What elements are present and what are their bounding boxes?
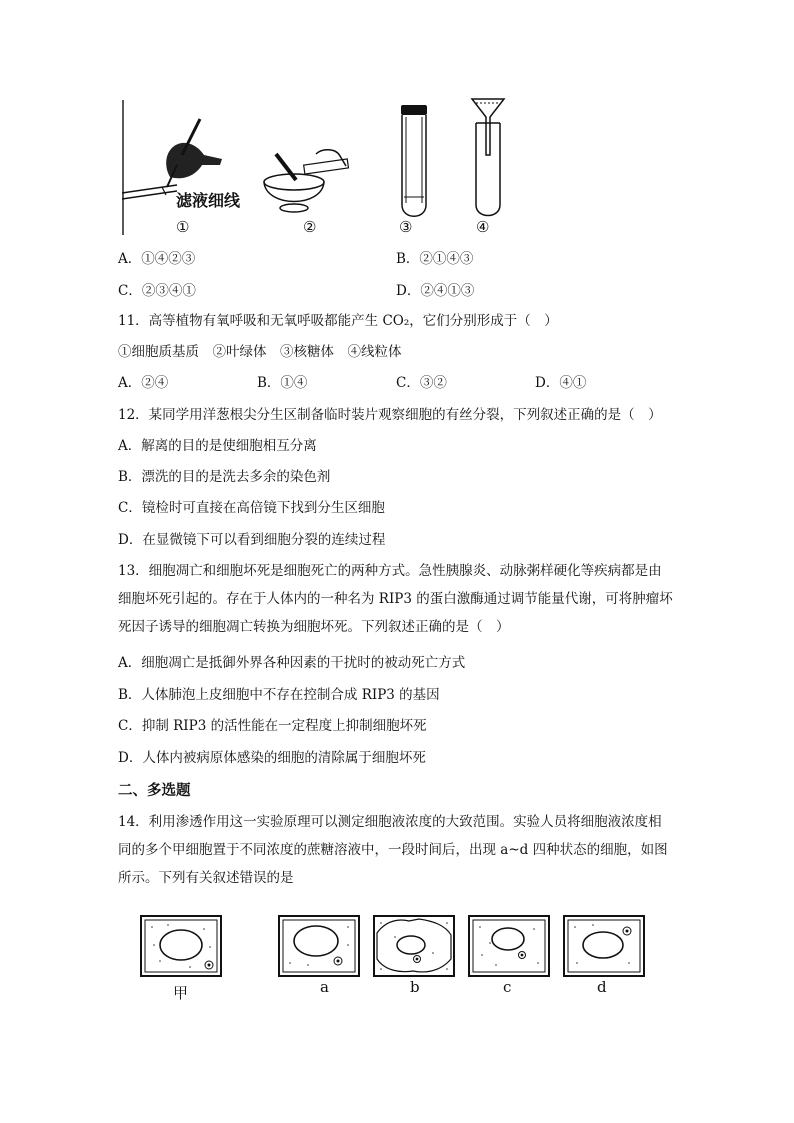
cell-label-d: d [597,978,607,996]
q12-stem: 12．某同学用洋葱根尖分生区制备临时装片观察细胞的有丝分裂，下列叙述正确的是（ ） [118,407,662,423]
figure-label-4: ④ [476,218,490,236]
cell-d [563,915,645,977]
cell-c [468,915,550,977]
q11-items: ①细胞质基质 ②叶绿体 ③核糖体 ④线粒体 [118,344,402,360]
cell-label-c: c [503,978,512,996]
figure-label-3: ③ [399,218,413,236]
section-title: 二、多选题 [118,783,191,799]
cell-label-a: a [320,978,329,996]
q13-option-b: B．人体肺泡上皮细胞中不存在控制合成 RIP3 的基因 [118,687,440,703]
q13-option-a: A．细胞凋亡是抵御外界各种因素的干扰时的被动死亡方式 [118,655,466,671]
q12-option-c: C．镜检时可直接在高倍镜下找到分生区细胞 [118,500,385,516]
cell-label-jia: 甲 [173,984,189,1002]
q13-stem: 13．细胞凋亡和细胞坏死是细胞死亡的两种方式。急性胰腺炎、动脉粥样硬化等疾病都是由细胞坏死引起的。存在于人体内的一种名为 RIP3 的蛋白激酶通过调节能量代谢，可将肿瘤坏死因子诱导的细胞凋亡转换为细胞坏死。下列叙述正确的是（ ） [118,563,673,635]
q13-option-d: D．人体内被病原体感染的细胞的清除属于细胞坏死 [118,750,426,766]
test-tube-stopper-icon [396,105,436,230]
q11-option-b: B．①④ [257,375,308,391]
q12-option-a: A．解离的目的是使细胞相互分离 [118,438,317,454]
q10-option-c: C．②③④① [118,283,196,299]
q12-option-d: D．在显微镜下可以看到细胞分裂的连续过程 [118,532,386,548]
funnel-test-tube-icon [468,95,518,225]
q12-option-b: B．漂洗的目的是洗去多余的染色剂 [118,469,331,485]
q14-stem: 14．利用渗透作用这一实验原理可以测定细胞液浓度的大致范围。实验人员将细胞液浓度相同的多个甲细胞置于不同浓度的蔗糖溶液中，一段时间后，出现 a~d 四种状态的细胞，如图所示。下列有关叙述错误的是 [118,814,668,886]
q11-option-d: D．④① [535,375,587,391]
q10-option-d: D．②④①③ [396,283,475,299]
q11-option-c: C．③② [396,375,447,391]
cell-b [373,915,455,977]
filter-line-label: 滤液细线 [176,191,241,210]
figure-label-2: ② [303,218,317,236]
q11-option-a: A．②④ [118,375,169,391]
cell-a [278,915,360,977]
q10-option-b: B．②①④③ [396,251,474,267]
pipette-hand-icon [122,115,242,235]
q13-option-c: C．抑制 RIP3 的活性能在一定程度上抑制细胞坏死 [118,718,427,734]
q10-figure [118,95,518,240]
q11-stem: 11．高等植物有氧呼吸和无氧呼吸都能产生 CO₂，它们分别形成于（ ） [118,313,558,329]
figure-label-1: ① [176,218,190,236]
q10-option-a: A．①④②③ [118,251,196,267]
cell-jia [140,915,222,977]
cell-label-b: b [410,978,420,996]
q14-figure [135,912,655,1002]
